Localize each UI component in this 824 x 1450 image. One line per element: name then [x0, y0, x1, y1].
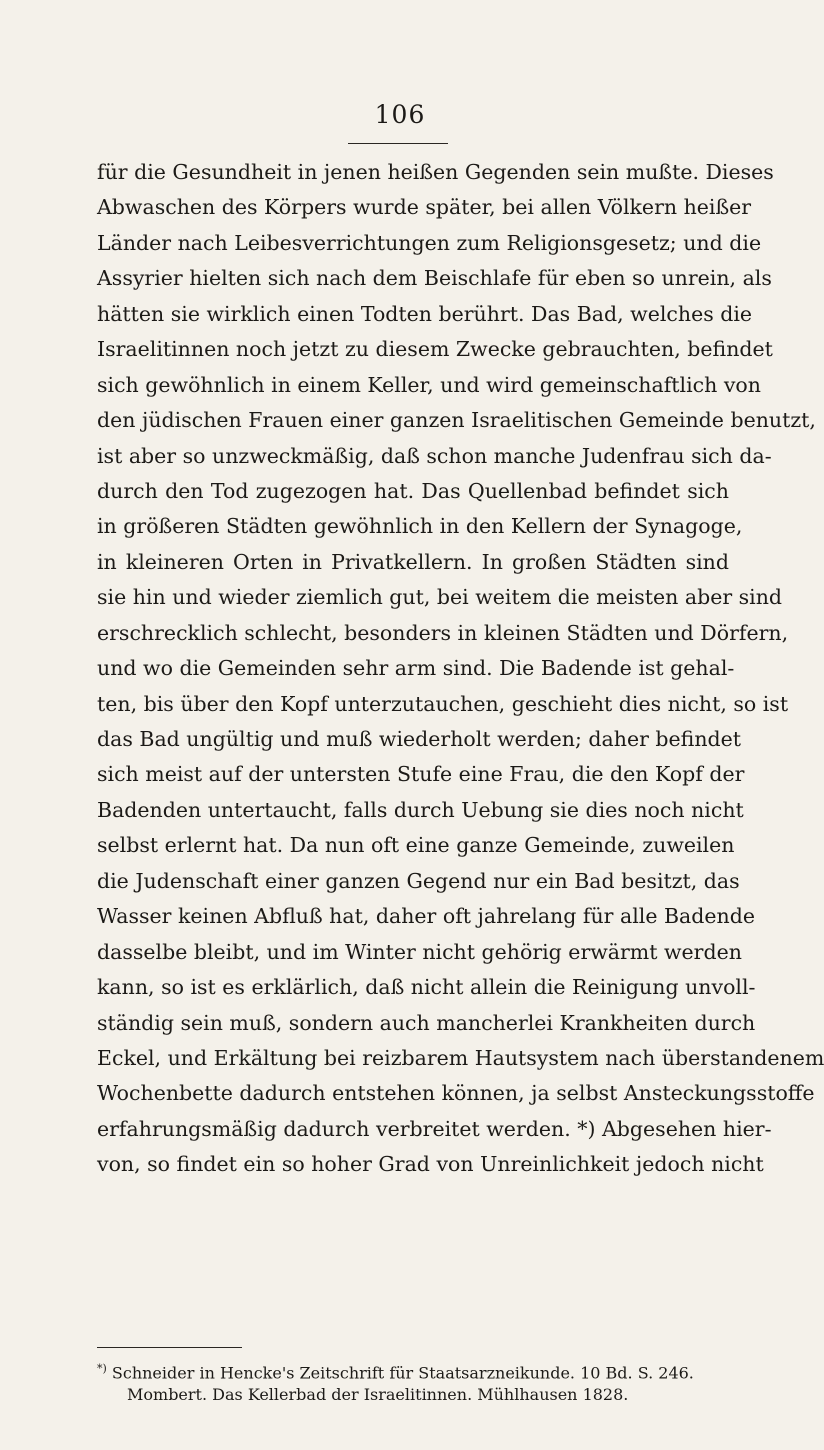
- text-line: Assyrier hielten sich nach dem Beischlafe für eben so unrein, als: [97, 266, 772, 291]
- page-number: 106: [374, 100, 426, 129]
- text-line: Länder nach Leibesverrichtungen zum Religionsgesetz; und die: [97, 230, 762, 255]
- footnote: [97, 1356, 747, 1408]
- text-line: kann, so ist es erklärlich, daß nicht allein die Reinigung unvoll-: [97, 975, 756, 1000]
- text-line: Israelitinnen noch jetzt zu diesem Zwecke gebrauchten, befindet: [97, 337, 773, 362]
- header-rule: [348, 143, 448, 144]
- text-line: und wo die Gemeinden sehr arm sind. Die Badende ist gehal-: [97, 656, 735, 681]
- text-line: Wasser keinen Abfluß hat, daher oft jahrelang für alle Badende: [97, 904, 755, 929]
- text-line: ten, bis über den Kopf unterzutauchen, geschieht dies nicht, so ist: [97, 691, 789, 716]
- text-line: von, so findet ein so hoher Grad von Unreinlichkeit jedoch nicht: [97, 1152, 764, 1177]
- text-line: in kleineren Orten in Privatkellern. In großen Städten sind: [97, 549, 729, 574]
- text-line: für die Gesundheit in jenen heißen Gegenden sein mußte. Dieses: [97, 160, 774, 184]
- text-line: ist aber so unzweckmäßig, daß schon manche Judenfrau sich da-: [97, 443, 772, 468]
- text-line: in größeren Städten gewöhnlich in den Kellern der Synagoge,: [97, 514, 743, 539]
- text-line: durch den Tod zugezogen hat. Das Quellenbad befindet sich: [97, 478, 729, 503]
- text-line: selbst erlernt hat. Da nun oft eine ganze Gemeinde, zuweilen: [97, 833, 735, 858]
- text-line: dasselbe bleibt, und im Winter nicht gehörig erwärmt werden: [97, 939, 742, 964]
- text-line: erschrecklich schlecht, besonders in kleinen Städten und Dörfern,: [97, 620, 789, 645]
- text-line: den jüdischen Frauen einer ganzen Israelitischen Gemeinde benutzt,: [97, 408, 816, 433]
- text-line: Eckel, und Erkältung bei reizbarem Hautsystem nach überstandenem: [97, 1045, 824, 1070]
- footnote-line: [97, 1356, 747, 1382]
- text-line: sie hin und wieder ziemlich gut, bei weitem die meisten aber sind: [97, 585, 783, 610]
- text-line: Badenden untertaucht, falls durch Uebung sie dies noch nicht: [97, 797, 744, 822]
- body-text: [97, 155, 824, 1183]
- text-line: Wochenbette dadurch entstehen können, ja selbst Ansteckungsstoffe: [97, 1081, 815, 1106]
- text-line: die Judenschaft einer ganzen Gegend nur ein Bad besitzt, das: [97, 868, 740, 893]
- text-line: erfahrungsmäßig dadurch verbreitet werden. *) Abgesehen hier-: [97, 1116, 772, 1141]
- text-line: ständig sein muß, sondern auch mancherlei Krankheiten durch: [97, 1010, 756, 1035]
- footnote-line: Mombert. Das Kellerbad der Israelitinnen. Mühlhausen 1828.: [127, 1385, 629, 1404]
- text-line: hätten sie wirklich einen Todten berührt. Das Bad, welches die: [97, 301, 753, 326]
- text-line: Abwaschen des Körpers wurde später, bei allen Völkern heißer: [97, 195, 752, 220]
- text-line: sich meist auf der untersten Stufe eine Frau, die den Kopf der: [97, 762, 745, 787]
- footnote-marker: *): [97, 1362, 107, 1375]
- footnote-text: Schneider in Hencke's Zeitschrift für Staatsarzneikunde. 10 Bd. S. 246.: [111, 1363, 694, 1383]
- text-line: sich gewöhnlich in einem Keller, und wird gemeinschaftlich von: [97, 372, 761, 397]
- text-line: das Bad ungültig und muß wiederholt werden; daher befindet: [97, 727, 742, 751]
- footnote-rule: [97, 1347, 242, 1348]
